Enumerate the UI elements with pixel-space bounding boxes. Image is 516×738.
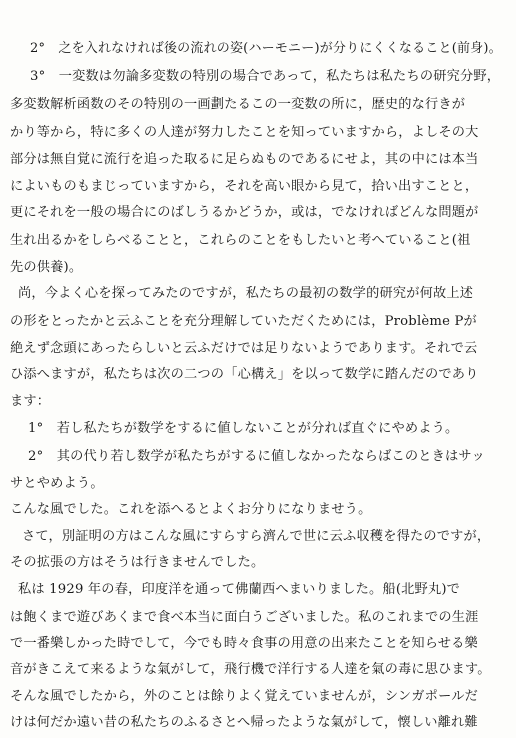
text-line: 尚，今よく心を探ってみたのですが，私たちの最初の数学的研究が何故上述 [18,286,474,301]
text-line: 2° 其の代り若し数学が私たちがするに値しなかったならばこのときはサッ [28,449,485,464]
text-line: ひ添へますが，私たちは次の二つの「心構え」を以って数学に踏んだのであり [10,367,479,382]
text-line: は飽くまで遊びあくまで食べ本当に面白うございました。私のこれまでの生涯 [10,610,479,625]
text-line: 1° 若し私たちが数学をするに値しないことが分れば直ぐにやめよう。 [28,421,459,436]
text-line: 先の供養)。 [10,260,83,275]
text-line: 更にそれを一般の場合にのばしうるかどうか，或は，でなければどんな問題が [10,205,479,220]
text-line: 絶えず念頭にあったらしいと云ふだけでは足りないようであります。それで云 [10,341,478,356]
text-line: かり等から，特に多くの人達が努力したことを知っていますから，よしその大 [10,125,479,140]
text-line: 音がきこえて来るような氣がして，飛行機で洋行する人達を氣の毒に思ひます。 [10,662,491,677]
text-line: ます： [10,394,51,409]
text-line: こんな風でした。これを添へるとよくお分りになりませう。 [10,502,372,517]
text-line: けは何だか遠い昔の私たちのふるさとへ帰ったような氣がして，懐しい離れ難 [10,715,478,730]
text-line: 私は 1929 年の春，印度洋を通って佛蘭西へまいりました。船(北野丸)で [18,582,461,597]
text-line: さて，別証明の方はこんな風にすらすら濟んで世に云ふ収穫を得たのですが， [22,529,491,544]
text-line: 多変数解析函数のその特別の一画劃たるこの一変数の所に，歴史的な行きが [10,97,466,112]
text-line: 生れ出るかをしらべることと，これらのことをもしたいと考へていること(祖 [10,233,471,248]
text-line: で一番樂しかった時でして，今でも時々食事の用意の出来たことを知らせる樂 [10,636,478,651]
text-line: その拡張の方はそうは行きませんでした。 [10,555,265,570]
text-line: の形をとったかと云ふことを充分理解していただくためには，Problème Pが [10,314,477,329]
text-line: サとやめよう。 [10,476,104,491]
text-line: そんな風でしたから，外のことは餘りよく覚えていませんが，シンガポールだ [10,689,478,704]
text-line: 3° 一変数は勿論多変数の特別の場合であって，私たちは私たちの研究分野， [30,69,501,84]
text-line: 2° 之を入れなければ後の流れの姿(ハーモニー)が分りにくくなること(前身)。 [30,41,502,56]
text-line: 部分は無自覚に流行を追った取るに足らぬものであるにせよ，其の中には本当 [10,152,479,167]
text-line: によいものもまじっていますから，それを高い眼から見て，拾い出すことと， [10,179,479,194]
